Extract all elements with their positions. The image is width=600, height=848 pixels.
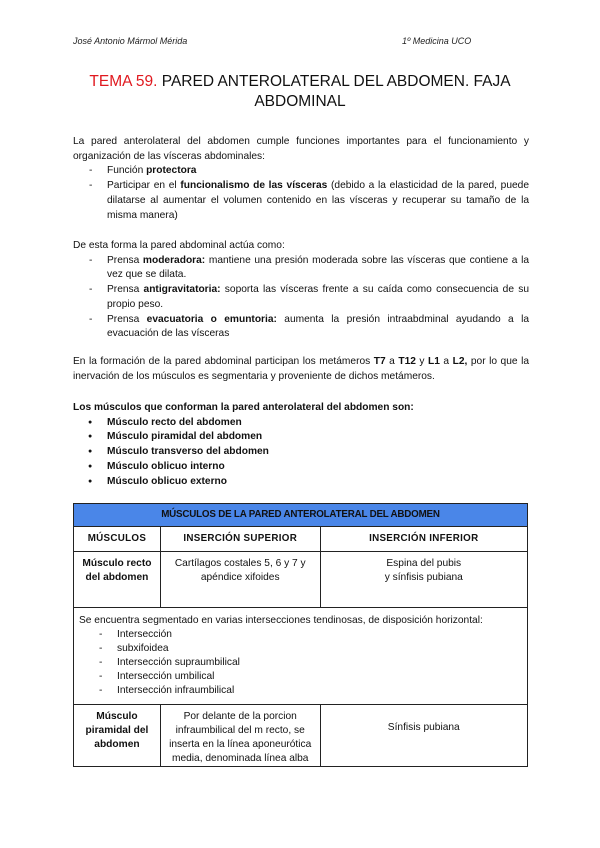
intro-paragraph: La pared anterolateral del abdomen cumple funciones importantes para el funcionamiento y organización de las vísceras abdominales: bbox=[73, 136, 529, 162]
prensa-paragraph: De esta forma la pared abdominal actúa como: bbox=[73, 240, 285, 251]
list-item: - Intersección infraumbilical bbox=[79, 684, 521, 698]
function-list bbox=[73, 164, 529, 223]
insercion-inferior: Espina del pubis y sínfisis pubiana bbox=[320, 552, 527, 608]
header-author: José Antonio Mármol Mérida bbox=[73, 36, 188, 46]
list-item: ● Músculo recto del abdomen bbox=[73, 416, 529, 431]
list-item: - Prensa moderadora: mantiene una presión moderada sobre las vísceras que contiene a la vez que se dilata. bbox=[73, 254, 529, 283]
note-text: Se encuentra segmentado en varias intersecciones tendinosas, de disposición horizontal: bbox=[79, 615, 483, 626]
list-item: ● Músculo piramidal del abdomen bbox=[73, 430, 529, 445]
inervacion-paragraph: En la formación de la pared abdominal participan los metámeros T7 a T12 y L1 a L2, por lo que la inervación de los músculos es segmentaria y proveniente de dichos metámeros. bbox=[73, 356, 529, 382]
inervacion-section bbox=[73, 355, 529, 384]
list-item: - Prensa evacuatoria o emuntoria: aumenta la presión intraabdminal ayudando a la evacuación de las vísceras bbox=[73, 313, 529, 342]
table-row bbox=[74, 608, 528, 705]
intro-section bbox=[73, 135, 529, 223]
table-header-superior: INSERCIÓN SUPERIOR bbox=[160, 527, 320, 552]
intersection-list bbox=[79, 628, 521, 698]
list-item: ● Músculo transverso del abdomen bbox=[73, 445, 529, 460]
list-item: - Prensa antigravitatoria: soporta las vísceras frente a su caída como consecuencia de su propio peso. bbox=[73, 283, 529, 312]
table-header-inferior: INSERCIÓN INFERIOR bbox=[320, 527, 527, 552]
list-item: ● Músculo oblicuo interno bbox=[73, 460, 529, 475]
title-text: PARED ANTEROLATERAL DEL ABDOMEN. FAJA ABDOMINAL bbox=[157, 73, 511, 110]
list-item: - Intersección bbox=[79, 628, 521, 642]
prensa-list bbox=[73, 254, 529, 342]
list-item: - subxifoidea bbox=[79, 642, 521, 656]
muscles-table bbox=[73, 503, 528, 767]
list-item: - Intersección supraumbilical bbox=[79, 656, 521, 670]
musculos-section bbox=[73, 401, 529, 489]
muscle-name: Músculo recto del abdomen bbox=[74, 552, 161, 608]
title-number: TEMA 59. bbox=[89, 73, 158, 90]
prensa-section bbox=[73, 239, 529, 342]
musculos-heading: Los músculos que conforman la pared anterolateral del abdomen son: bbox=[73, 402, 414, 413]
list-item: - Función protectora bbox=[73, 164, 529, 179]
insercion-superior: Por delante de la porcion infraumbilical del m recto, se inserta en la línea aponeurótica media, denominada línea alba bbox=[160, 705, 320, 767]
table-caption: MÚSCULOS DE LA PARED ANTEROLATERAL DEL ABDOMEN bbox=[74, 504, 528, 527]
muscle-name: Músculo piramidal del abdomen bbox=[74, 705, 161, 767]
insercion-superior: Cartílagos costales 5, 6 y 7 y apéndice xifoides bbox=[160, 552, 320, 608]
insercion-inferior: Sínfisis pubiana bbox=[320, 705, 527, 767]
recto-note bbox=[74, 608, 528, 705]
table-header-musculos: MÚSCULOS bbox=[74, 527, 161, 552]
list-item: ● Músculo oblicuo externo bbox=[73, 475, 529, 490]
header-course: 1º Medicina UCO bbox=[402, 36, 472, 46]
list-item: - Intersección umbilical bbox=[79, 670, 521, 684]
page-title bbox=[60, 72, 540, 112]
table-row bbox=[74, 705, 528, 767]
musculos-list bbox=[73, 416, 529, 490]
list-item: - Participar en el funcionalismo de las vísceras (debido a la elasticidad de la pared, puede dilatarse al aumentar el volumen contenido en las vísceras y recuperar su tamaño de la misma manera) bbox=[73, 179, 529, 223]
table-row bbox=[74, 552, 528, 608]
